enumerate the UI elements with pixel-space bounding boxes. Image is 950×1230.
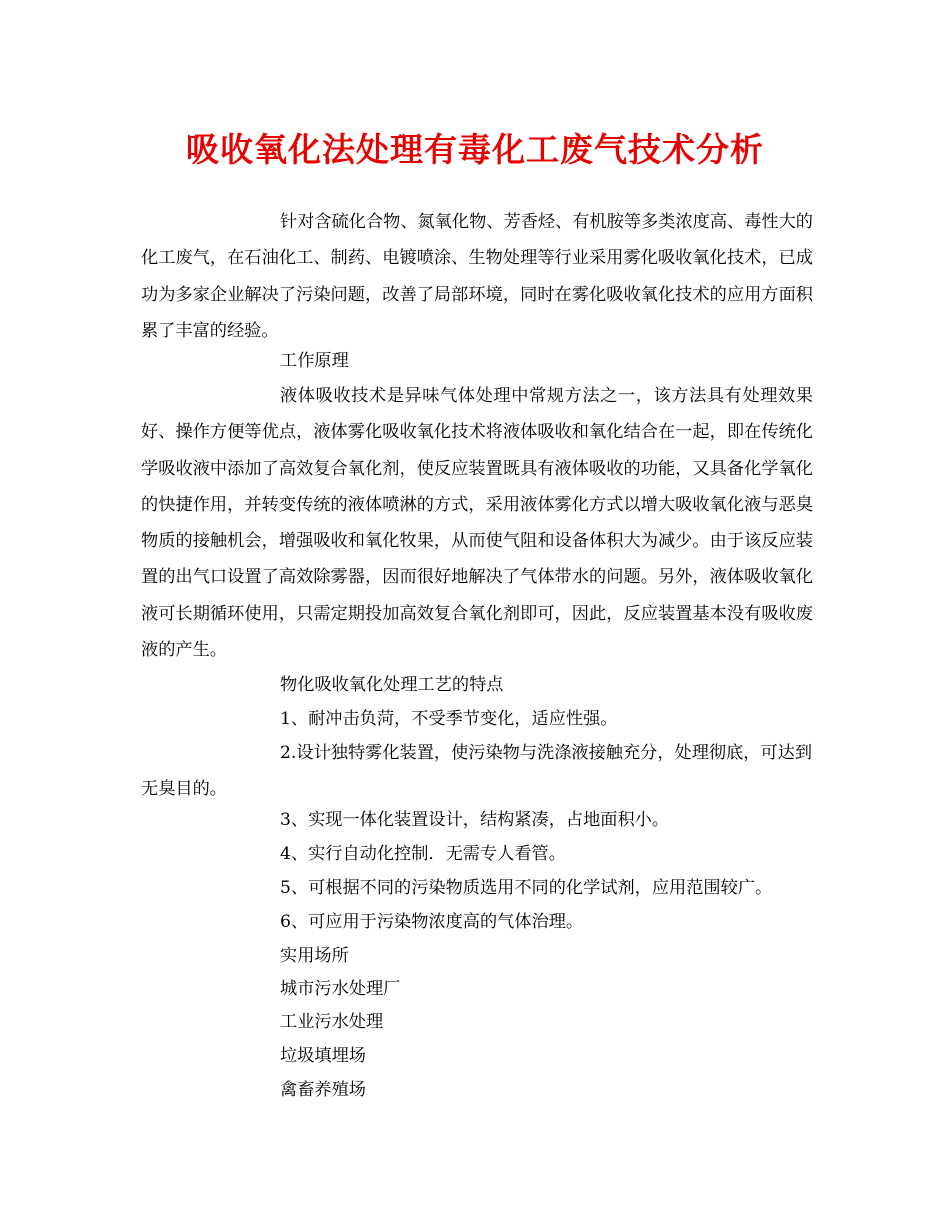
place-item-4: 禽畜养殖场 [280,1080,366,1100]
feature-item-4: 4、实行自动化控制．无需专人看管。 [280,844,566,864]
intro-paragraph: 针对含硫化合物、氮氧化物、芳香烃、有机胺等多类浓度高、毒性大的化工废气，在石油化工、制药、电镀喷涂、生物处理等行业采用雾化吸收氧化技术，已成功为多家企业解决了污染问题，改善了局部环境，同时在雾化吸收氧化技术的应用方面积累了丰富的经验。 [141,212,813,341]
feature-item-6: 6、可应用于污染物浓度高的气体治理。 [280,912,584,932]
section-heading-features: 物化吸收氧化处理工艺的特点 [280,675,504,695]
principle-paragraph: 液体吸收技术是异味气体处理中常规方法之一，该方法具有处理效果好、操作方便等优点，液体雾化吸收氧化技术将液体吸收和氧化结合在一起，即在传统化学吸收液中添加了高效复合氧化剂，使反应装置既具有液体吸收的功能，又具备化学氧化的快捷作用，并转变传统的液体喷淋的方式，采用液体雾化方式以增大吸收氧化液与恶臭物质的接触机会，增强吸收和氧化牧果，从而使气阻和设备体积大为减少。由于该反应装置的出气口设置了高效除雾器，因而很好地解决了气体带水的问题。另外，液体吸收氧化液可长期循环使用，只需定期投加高效复合氧化剂即可，因此，反应装置基本没有吸收废液的产生。 [141,386,813,661]
feature-item-5: 5、可根据不同的污染物质选用不同的化学试剂，应用范围较广。 [280,878,773,898]
section-heading-places: 实用场所 [280,946,349,966]
section-heading-principle: 工作原理 [280,351,349,371]
feature-item-1: 1、耐冲击负菏，不受季节变化，适应性强。 [280,709,618,729]
page-title: 吸收氧化法处理有毒化工废气技术分析 [186,130,764,169]
place-item-2: 工业污水处理 [280,1012,384,1032]
place-item-3: 垃圾填埋场 [280,1046,366,1066]
feature-item-3: 3、实现一体化装置设计，结构紧凑，占地面积小。 [280,810,670,830]
feature-item-2: 2.设计独特雾化装置，使污染物与洗涤液接触充分，处理彻底，可达到无臭目的。 [141,743,813,799]
place-item-1: 城市污水处理厂 [280,979,401,999]
